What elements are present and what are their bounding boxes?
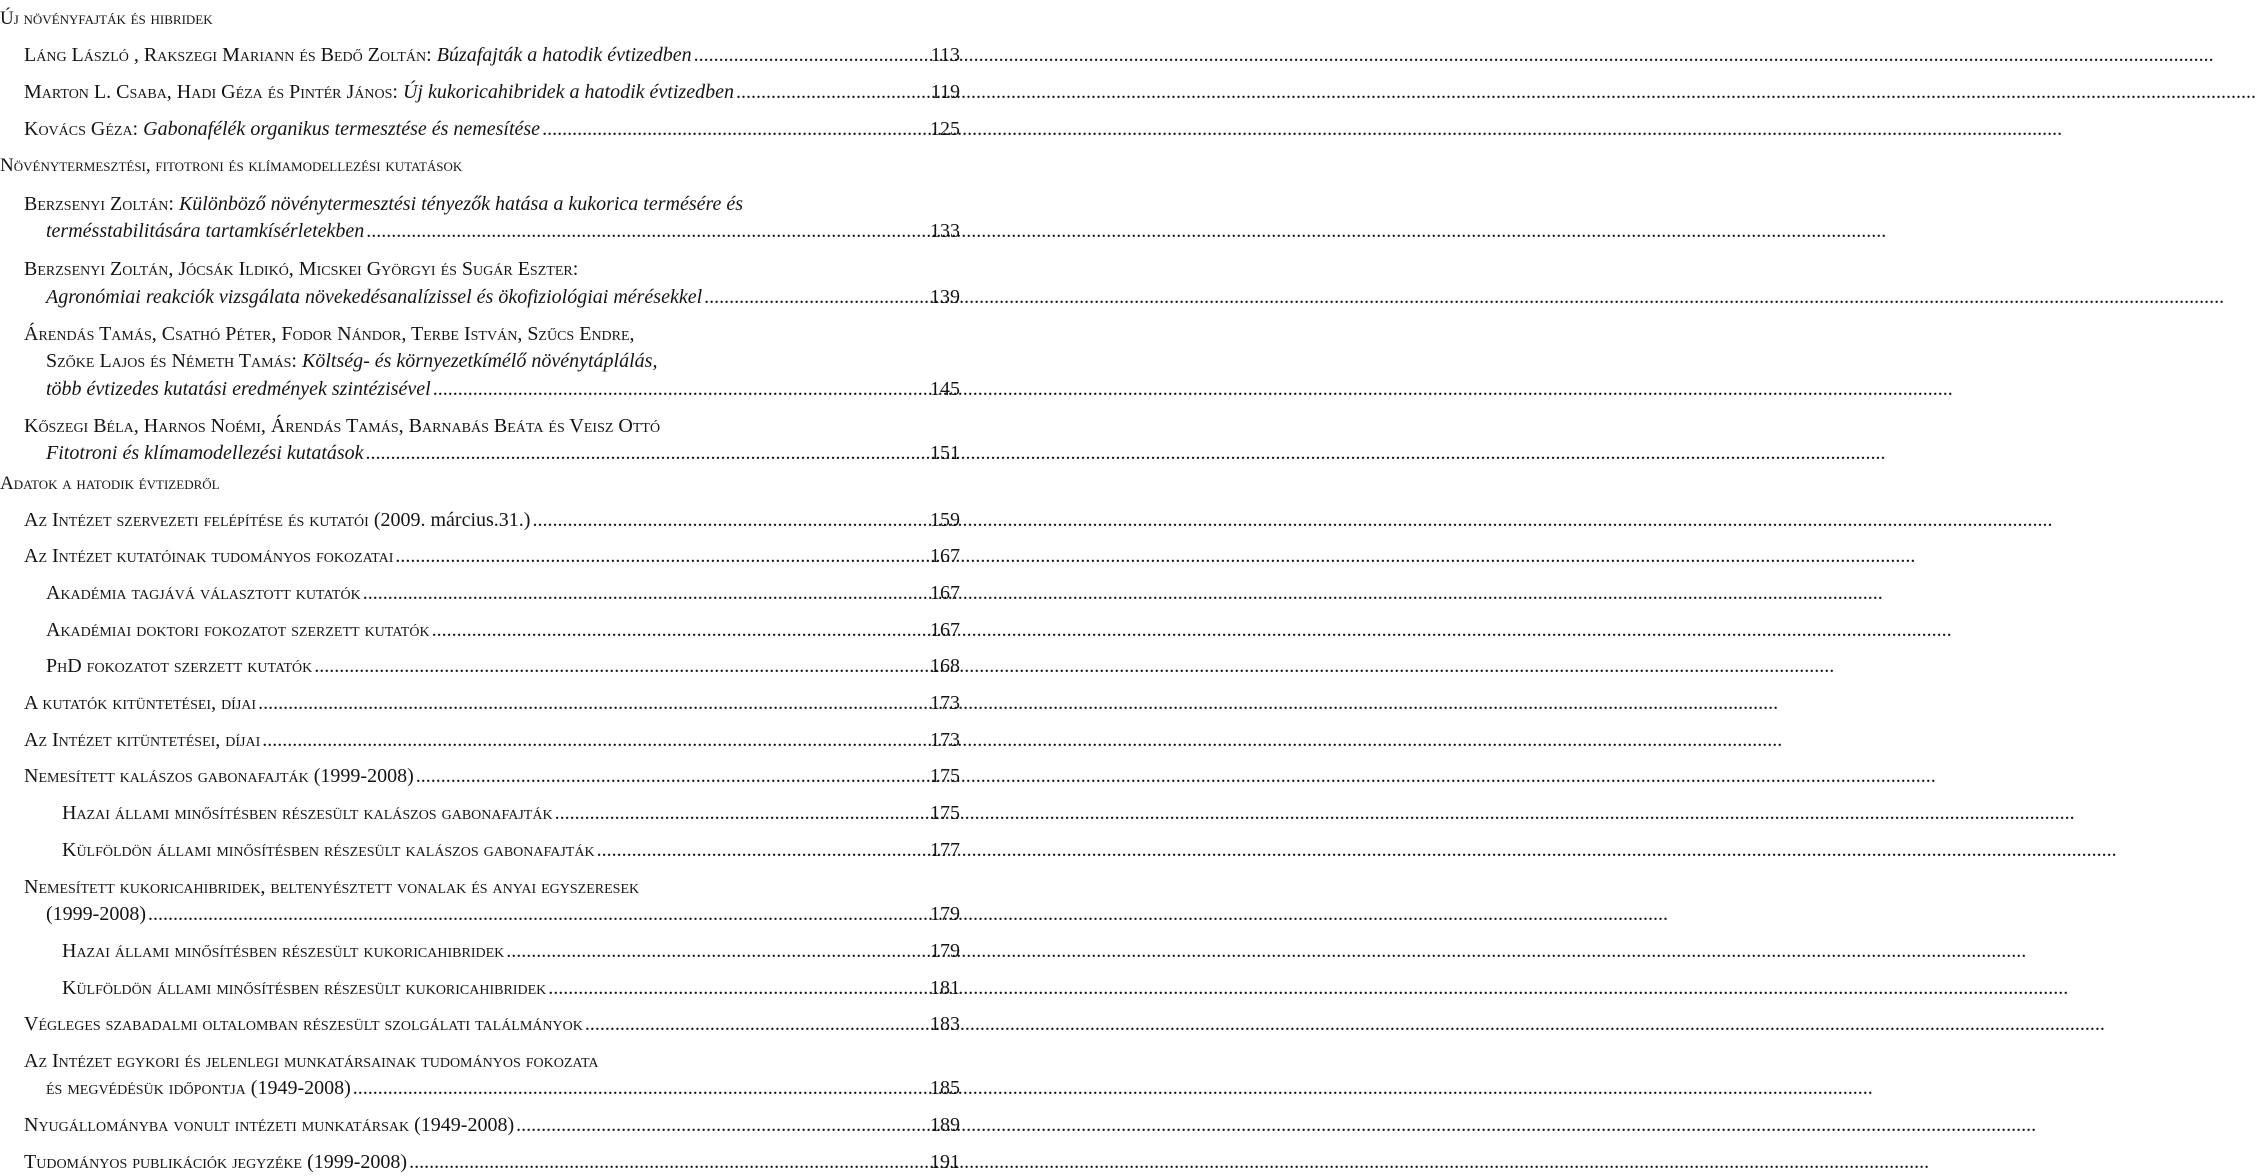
toc-entry[interactable] [24, 763, 960, 789]
entry-authors: Szőke Lajos és Németh Tamás: [46, 350, 297, 372]
page-number: 113 [930, 44, 960, 66]
entry-title: Búzafajták a hatodik évtizedben [436, 44, 692, 66]
entry-date: (1949-2008) [414, 1114, 515, 1136]
entry-label: Akadémiai doktori fokozatot szerzett kutatók [46, 619, 430, 641]
page-number: 175 [930, 765, 960, 787]
page-number: 167 [930, 545, 960, 567]
entry-title: Különböző növénytermesztési tényezők hatása a kukorica termésére és [178, 193, 744, 215]
entry-label: PhD fokozatot szerzett kutatók [46, 655, 313, 677]
entry-date: (1999-2008) [46, 903, 146, 925]
leader-dots [704, 284, 928, 310]
toc-entry[interactable] [24, 1011, 960, 1037]
entry-authors: Marton L. Csaba, Hadi Géza és Pintér János: [24, 81, 398, 103]
entry-authors: Kőszegi Béla, Harnos Noémi, Árendás Tamás, Barnabás Beáta és Veisz Ottó [24, 415, 661, 437]
leader-dots [366, 218, 928, 244]
entry-authors: Láng László , Rakszegi Mariann és Bedő Zoltán: [24, 44, 432, 66]
leader-dots [148, 901, 928, 927]
page-number: 133 [930, 220, 960, 242]
toc-entry[interactable] [46, 284, 960, 310]
entry-title: Új kukoricahibridek a hatodik évtizedben [402, 81, 734, 103]
leader-dots [548, 975, 928, 1001]
entry-authors: Árendás Tamás, Csathó Péter, Fodor Nándor, Terbe István, Szűcs Endre, [24, 323, 635, 345]
leader-dots [597, 837, 928, 863]
entry-title: Költség- és környezetkímélő növénytáplálás, [301, 350, 658, 372]
page-number: 189 [930, 1114, 960, 1136]
toc-entry[interactable] [46, 440, 960, 466]
page-number: 183 [930, 1013, 960, 1035]
entry-label: Az Intézet szervezeti felépítése és kutatói [24, 509, 369, 531]
toc-entry[interactable] [46, 1075, 960, 1101]
toc-entry[interactable] [46, 376, 960, 402]
entry-authors: Berzsenyi Zoltán: [24, 193, 174, 215]
entry-title: Agronómiai reakciók vizsgálata növekedésanalízissel és ökofiziológiai mérésekkel [46, 286, 703, 308]
entry-label: Nemesített kukoricahibridek, beltenyésztett vonalak és anyai egyszeresek [24, 876, 640, 898]
entry-label: A kutatók kitüntetései, díjai [24, 692, 257, 714]
leader-dots [516, 1112, 928, 1138]
toc-entry[interactable] [24, 1149, 960, 1175]
page-number: 167 [930, 619, 960, 641]
entry-label: Külföldön állami minősítésben részesült kalászos gabonafajták [62, 839, 595, 861]
entry-label: Végleges szabadalmi oltalomban részesült szolgálati találmányok [24, 1013, 583, 1035]
page-number: 159 [930, 509, 960, 531]
page-number: 181 [930, 977, 960, 999]
leader-dots [432, 617, 928, 643]
leader-dots [542, 116, 928, 142]
leader-dots [433, 376, 928, 402]
entry-label: Nemesített kalászos gabonafajták [24, 765, 309, 787]
entry-label: Akadémia tagjává választott kutatók [46, 582, 361, 604]
toc-entry-line1[interactable] [24, 191, 960, 217]
page-number: 177 [930, 839, 960, 861]
page-number: 145 [930, 378, 960, 400]
entry-title: több évtizedes kutatási eredmények szintézisével [46, 378, 431, 400]
entry-authors: Berzsenyi Zoltán, Jócsák Ildikó, Micskei Györgyi és Sugár Eszter: [24, 258, 579, 280]
toc-entry[interactable] [46, 901, 960, 927]
toc-entry[interactable] [62, 975, 960, 1001]
page-number: 168 [930, 655, 960, 677]
toc-entry[interactable] [46, 617, 960, 643]
entry-date: (1999-2008) [313, 765, 414, 787]
page-number: 119 [930, 81, 960, 103]
section-heading: Új növényfajták és hibridek [0, 8, 213, 29]
toc-entry[interactable] [62, 800, 960, 826]
leader-dots [694, 42, 929, 68]
leader-dots [366, 440, 928, 466]
leader-dots [314, 653, 928, 679]
entry-date: (1999-2008) [307, 1151, 408, 1173]
entry-authors: Kovács Géza: [24, 118, 139, 140]
page-number: 179 [930, 940, 960, 962]
entry-label: Az Intézet egykori és jelenlegi munkatársainak tudományos fokozata [24, 1050, 599, 1072]
toc-entry[interactable] [24, 116, 960, 142]
toc-entry[interactable] [24, 543, 960, 569]
page-number: 185 [930, 1077, 960, 1099]
leader-dots [262, 727, 928, 753]
toc-entry[interactable] [24, 690, 960, 716]
entry-label: Hazai állami minősítésben részesült kukoricahibridek [62, 940, 505, 962]
entry-title: Gabonafélék organikus termesztése és nemesítése [143, 118, 541, 140]
toc-entry[interactable] [62, 837, 960, 863]
leader-dots [532, 507, 928, 533]
entry-title: termésstabilitására tartamkísérletekben [46, 220, 365, 242]
entry-label: Az Intézet kutatóinak tudományos fokozatai [24, 545, 394, 567]
toc-entry[interactable] [24, 42, 960, 68]
toc-entry[interactable] [62, 938, 960, 964]
page-number: 173 [930, 729, 960, 751]
leader-dots [416, 763, 928, 789]
page-number: 173 [930, 692, 960, 714]
leader-dots [585, 1011, 928, 1037]
page-number: 139 [930, 286, 960, 308]
leader-dots [395, 543, 928, 569]
toc-entry[interactable] [46, 580, 960, 606]
leader-dots [555, 800, 928, 826]
entry-label: Tudományos publikációk jegyzéke [24, 1151, 303, 1173]
entry-label: és megvédésük időpontja [46, 1077, 246, 1099]
section-heading: Adatok a hatodik évtizedről [0, 473, 220, 494]
leader-dots [363, 580, 928, 606]
entry-date: (1949-2008) [250, 1077, 351, 1099]
entry-label: Az Intézet kitüntetései, díjai [24, 729, 261, 751]
toc-entry[interactable] [24, 507, 960, 533]
leader-dots [736, 79, 929, 105]
page-number: 167 [930, 582, 960, 604]
entry-label: Hazai állami minősítésben részesült kalászos gabonafajták [62, 802, 553, 824]
leader-dots [506, 938, 928, 964]
leader-dots [409, 1149, 928, 1175]
page-number: 179 [930, 903, 960, 925]
entry-title: Fitotroni és klímamodellezési kutatások [46, 442, 364, 464]
page-number: 175 [930, 802, 960, 824]
section-heading: Növénytermesztési, fitotroni és klímamodellezési kutatások [0, 155, 463, 176]
leader-dots [258, 690, 928, 716]
toc-entry[interactable] [46, 653, 960, 679]
toc-entry[interactable] [24, 79, 960, 105]
entry-label: Külföldön állami minősítésben részesült kukoricahibridek [62, 977, 547, 999]
entry-date: (2009. március.31.) [373, 509, 531, 531]
leader-dots [353, 1075, 928, 1101]
toc-entry[interactable] [24, 727, 960, 753]
entry-label: Nyugállományba vonult intézeti munkatársak [24, 1114, 410, 1136]
page-number: 151 [930, 442, 960, 464]
page-number: 191 [930, 1151, 960, 1173]
toc-entry-line[interactable] [46, 348, 960, 374]
page-number: 125 [930, 118, 960, 140]
toc-entry[interactable] [24, 1112, 960, 1138]
toc-entry-line2[interactable] [46, 218, 960, 244]
